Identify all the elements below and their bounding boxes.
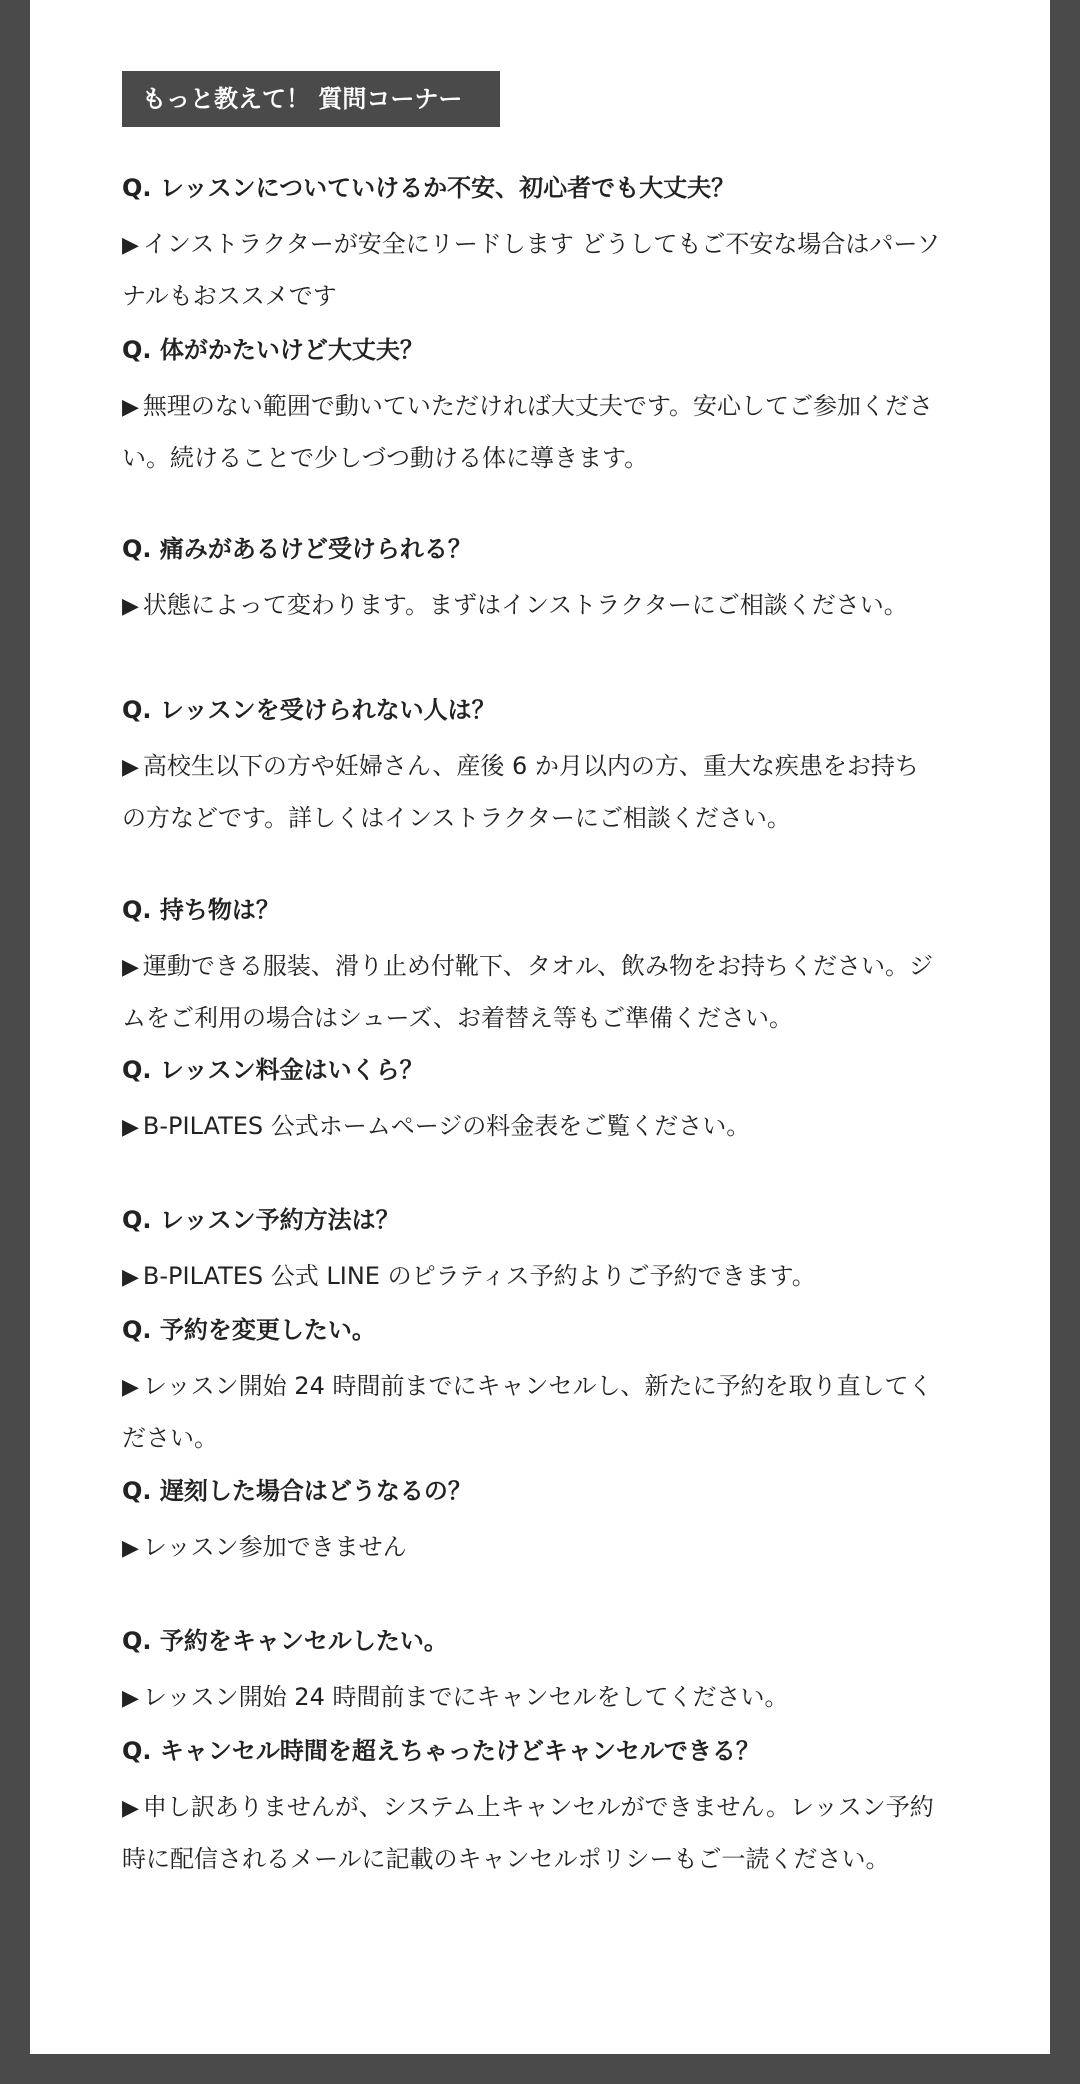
faq-item: [122, 171, 942, 321]
faq-question: Q. 体がかたいけど大丈夫？: [122, 336, 424, 364]
triangle-right-icon: ▶: [122, 395, 139, 420]
faq-item: [122, 1053, 942, 1153]
faq-question: Q. 痛みがあるけど受けられる？: [122, 535, 472, 563]
faq-question: Q. 予約を変更したい。: [122, 1316, 376, 1344]
triangle-right-icon: ▶: [122, 1796, 139, 1821]
section-header-title: もっと教えて！ 質問コーナー: [142, 85, 463, 113]
faq-answer: [122, 1251, 942, 1303]
faq-question: Q. レッスン料金はいくら？: [122, 1056, 424, 1084]
faq-answer: [122, 741, 942, 843]
faq-answer-text: 状態によって変わります。まずはインストラクターにご相談ください。: [142, 591, 908, 619]
triangle-right-icon: ▶: [122, 1375, 139, 1400]
faq-question: Q. 持ち物は？: [122, 896, 280, 924]
faq-answer: [122, 580, 942, 632]
faq-answer: [122, 1782, 942, 1884]
faq-answer-text: B-PILATES 公式 LINE のピラティス予約よりご予約できます。: [142, 1262, 816, 1290]
faq-item: [122, 333, 942, 483]
triangle-right-icon: ▶: [122, 1686, 139, 1711]
triangle-right-icon: ▶: [122, 1115, 139, 1140]
faq-answer-text: 高校生以下の方や妊婦さん、産後 6 か月以内の方、重大な疾患をお持ちの方などです。詳しくはインストラクターにご相談ください。: [122, 752, 919, 832]
faq-answer-text: レッスン開始 24 時間前までにキャンセルし、新たに予約を取り直してください。: [122, 1372, 933, 1452]
faq-question: Q. レッスンについていけるか不安、初心者でも大丈夫？: [122, 174, 736, 202]
section-header: [122, 71, 500, 127]
faq-question: Q. 遅刻した場合はどうなるの？: [122, 1477, 472, 1505]
triangle-right-icon: ▶: [122, 955, 139, 980]
faq-answer-text: インストラクターが安全にリードします どうしてもご不安な場合はパーソナルもおススメです: [122, 230, 941, 310]
faq-item: [122, 1734, 942, 1884]
faq-answer: [122, 381, 942, 483]
triangle-right-icon: ▶: [122, 233, 139, 258]
faq-answer-text: B-PILATES 公式ホームページの料金表をご覧ください。: [142, 1112, 751, 1140]
faq-answer-text: レッスン参加できません: [142, 1533, 407, 1561]
faq-question: Q. 予約をキャンセルしたい。: [122, 1627, 448, 1655]
faq-item: [122, 532, 942, 632]
faq-answer: [122, 941, 942, 1043]
faq-question: Q. レッスンを受けられない人は？: [122, 696, 496, 724]
faq-answer: [122, 1522, 942, 1574]
faq-answer-text: レッスン開始 24 時間前までにキャンセルをしてください。: [142, 1683, 789, 1711]
faq-item: [122, 1313, 942, 1463]
triangle-right-icon: ▶: [122, 755, 139, 780]
faq-item: [122, 893, 942, 1043]
faq-item: [122, 1624, 942, 1724]
triangle-right-icon: ▶: [122, 1536, 139, 1561]
faq-question: Q. レッスン予約方法は？: [122, 1206, 400, 1234]
faq-item: [122, 1474, 942, 1574]
faq-item: [122, 693, 942, 843]
faq-answer-text: 運動できる服装、滑り止め付靴下、タオル、飲み物をお持ちください。ジムをご利用の場合はシューズ、お着替え等もご準備ください。: [122, 952, 933, 1032]
faq-answer: [122, 219, 942, 321]
triangle-right-icon: ▶: [122, 594, 139, 619]
faq-answer: [122, 1101, 942, 1153]
triangle-right-icon: ▶: [122, 1265, 139, 1290]
faq-answer-text: 申し訳ありませんが、システム上キャンセルができません。レッスン予約時に配信されるメールに記載のキャンセルポリシーもご一読ください。: [122, 1793, 934, 1873]
faq-question: Q. キャンセル時間を超えちゃったけどキャンセルできる？: [122, 1737, 760, 1765]
faq-item: [122, 1203, 942, 1303]
faq-answer: [122, 1361, 942, 1463]
faq-answer: [122, 1672, 942, 1724]
faq-answer-text: 無理のない範囲で動いていただければ大丈夫です。安心してご参加ください。続けることで少しづつ動ける体に導きます。: [122, 392, 933, 472]
